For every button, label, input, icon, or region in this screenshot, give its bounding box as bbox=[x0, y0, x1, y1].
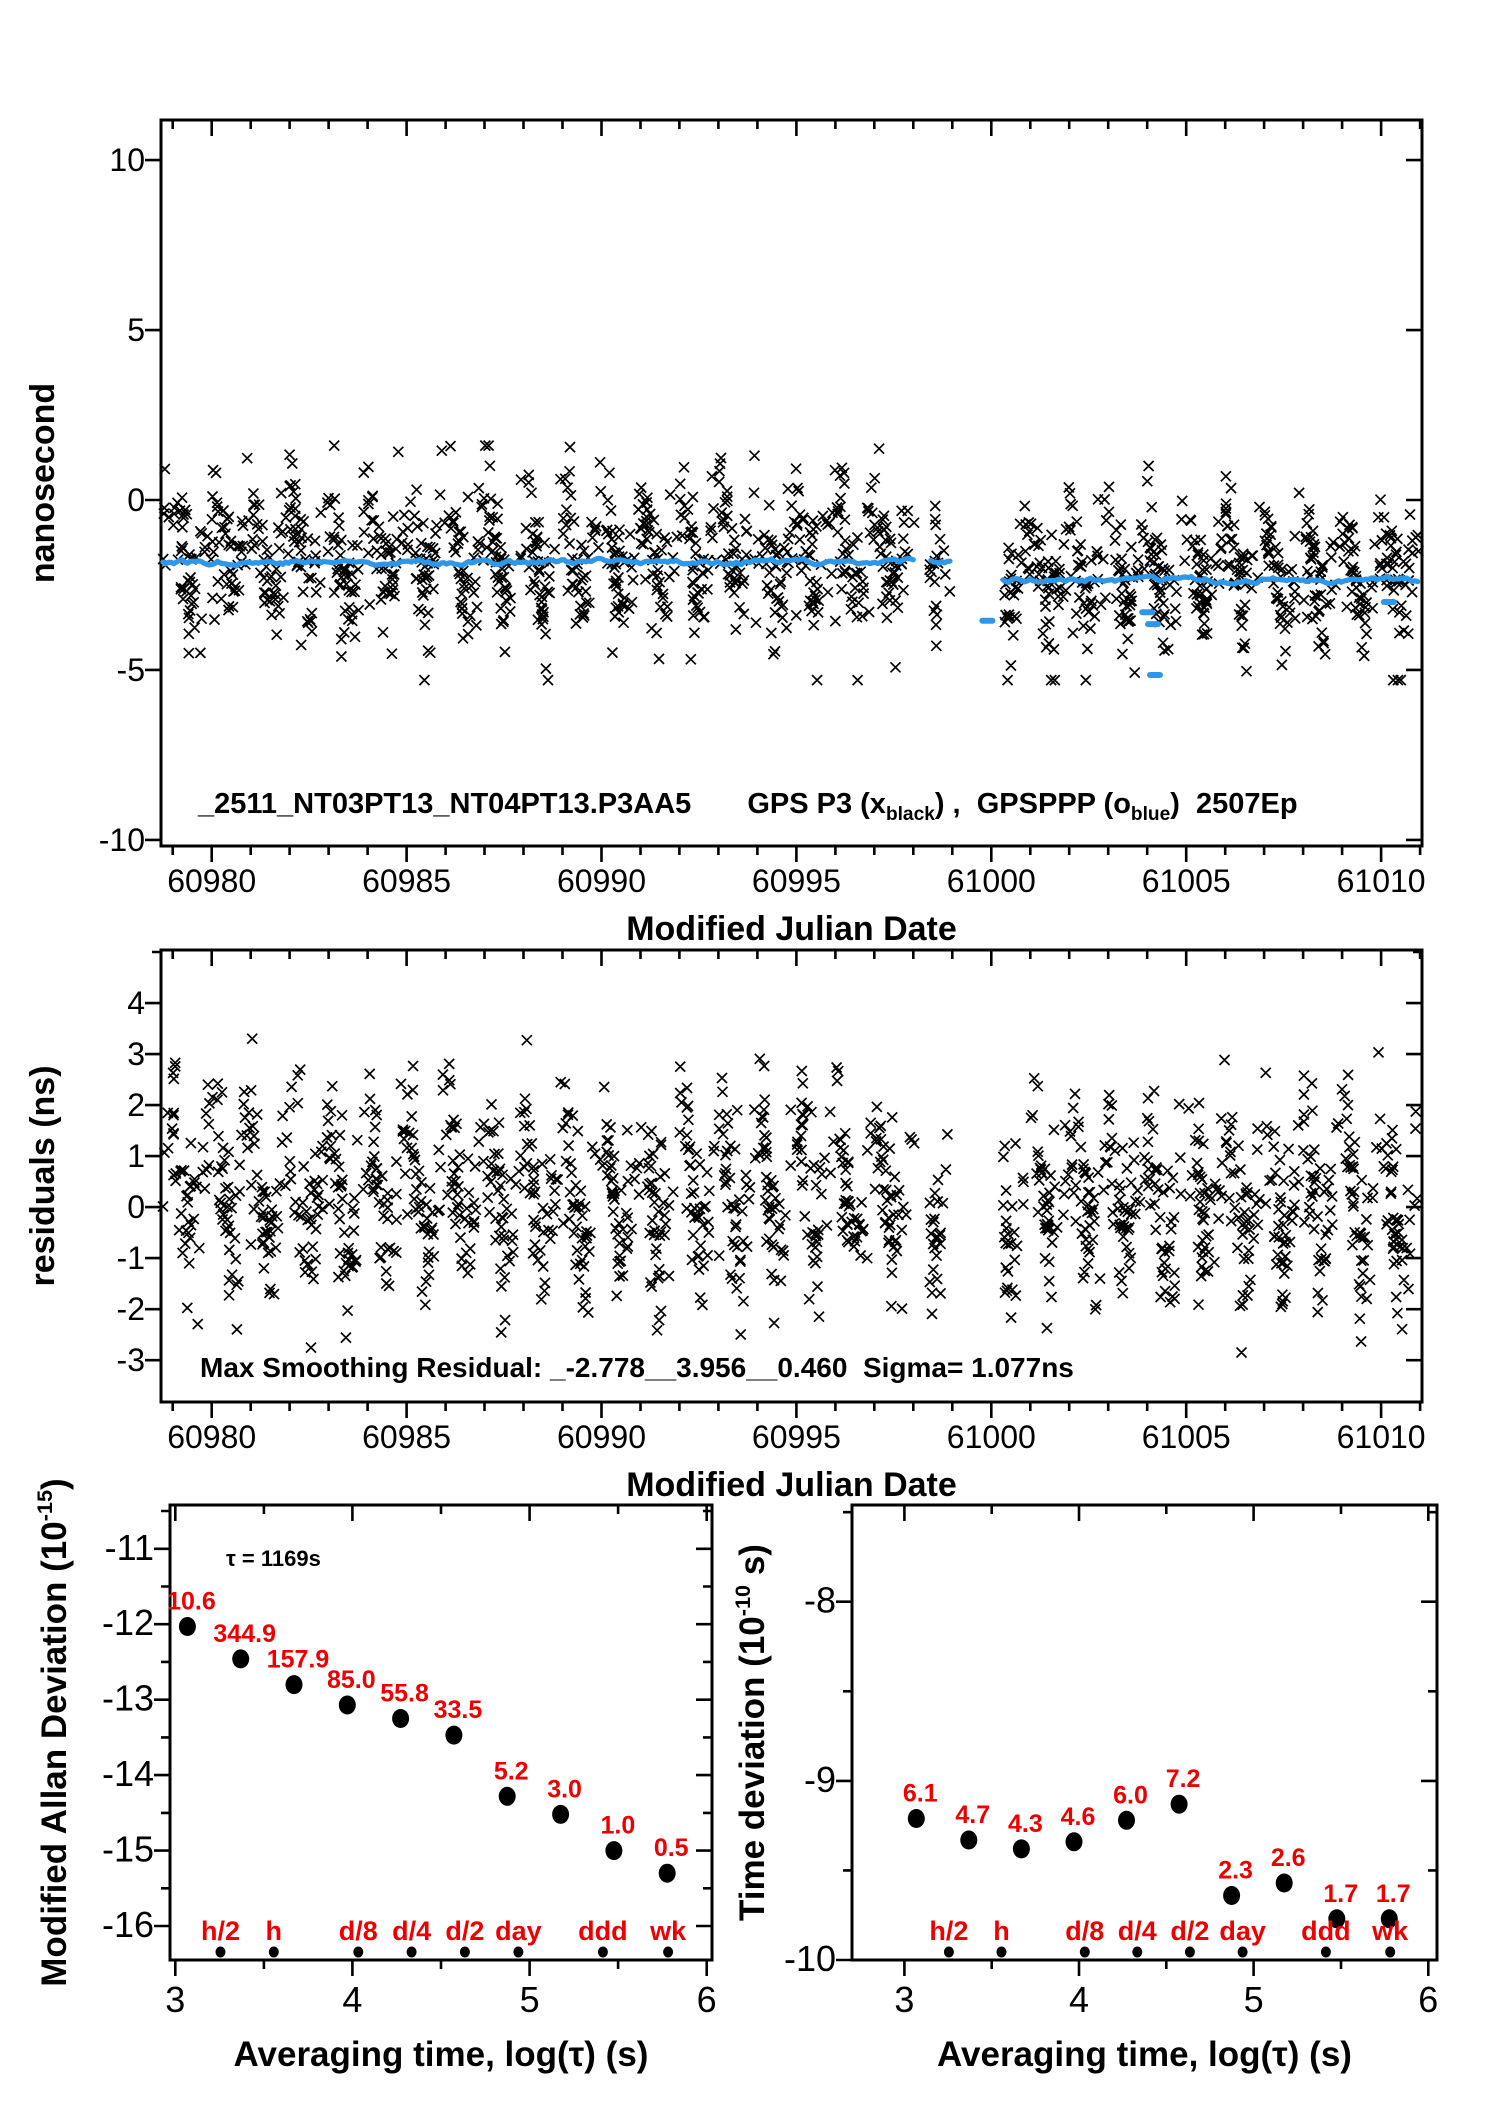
svg-text:60990: 60990 bbox=[557, 863, 646, 899]
svg-text:60985: 60985 bbox=[362, 1419, 452, 1455]
svg-text:61005: 61005 bbox=[1141, 1419, 1231, 1455]
svg-text:d/4: d/4 bbox=[392, 1916, 432, 1946]
svg-text:6: 6 bbox=[696, 1979, 717, 2020]
gps-tail: ) 2507Ep bbox=[1170, 788, 1298, 820]
svg-text:5: 5 bbox=[519, 1979, 540, 2020]
svg-text:60995: 60995 bbox=[751, 863, 841, 899]
svg-text:6: 6 bbox=[1418, 1979, 1439, 2020]
svg-text:-5: -5 bbox=[116, 651, 145, 688]
svg-text:61010: 61010 bbox=[1336, 863, 1426, 899]
svg-text:60980: 60980 bbox=[167, 1419, 257, 1455]
svg-text:0: 0 bbox=[127, 482, 145, 518]
svg-text:4: 4 bbox=[1068, 1979, 1090, 2020]
svg-text:Averaging time, log(τ) (s): Averaging time, log(τ) (s) bbox=[233, 2035, 649, 2074]
svg-text:6.1: 6.1 bbox=[902, 1779, 938, 1808]
svg-text:4: 4 bbox=[342, 1979, 363, 2020]
svg-text:day: day bbox=[1219, 1916, 1266, 1946]
svg-text:-2: -2 bbox=[116, 1291, 145, 1328]
svg-text:-1: -1 bbox=[116, 1240, 145, 1277]
mdev-panel bbox=[32, 1478, 717, 2074]
residuals-annotation: Max Smoothing Residual: _-2.778__3.956__0.460 Sigma= 1.077ns bbox=[200, 1352, 1074, 1383]
svg-text:d/8: d/8 bbox=[338, 1916, 378, 1946]
svg-text:wk: wk bbox=[1372, 1916, 1409, 1946]
svg-text:1.0: 1.0 bbox=[600, 1811, 636, 1840]
svg-text:3: 3 bbox=[894, 1979, 915, 2020]
svg-text:d/2: d/2 bbox=[1170, 1916, 1210, 1946]
residuals-panel bbox=[24, 950, 1426, 1504]
svg-text:1.7: 1.7 bbox=[1323, 1879, 1359, 1908]
svg-text:157.9: 157.9 bbox=[266, 1645, 330, 1674]
solution-name: _2511_NT03PT13_NT04PT13.P3AA5 bbox=[198, 788, 692, 820]
svg-text:6.0: 6.0 bbox=[1113, 1781, 1148, 1810]
svg-text:3: 3 bbox=[165, 1979, 186, 2020]
svg-text:60980: 60980 bbox=[167, 863, 257, 899]
svg-text:344.9: 344.9 bbox=[213, 1619, 276, 1648]
svg-text:day: day bbox=[495, 1916, 542, 1946]
svg-text:-3: -3 bbox=[116, 1342, 145, 1379]
svg-text:7.2: 7.2 bbox=[1165, 1765, 1201, 1794]
svg-text:h/2: h/2 bbox=[200, 1916, 241, 1946]
gps-label: GPS P3 (x bbox=[747, 788, 886, 820]
svg-text:Modified Julian Date: Modified Julian Date bbox=[626, 1466, 957, 1504]
svg-text:1: 1 bbox=[127, 1138, 145, 1175]
svg-text:d/4: d/4 bbox=[1117, 1916, 1157, 1946]
svg-text:1.7: 1.7 bbox=[1375, 1879, 1411, 1908]
svg-text:61010: 61010 bbox=[1336, 1419, 1426, 1455]
svg-text:d/2: d/2 bbox=[445, 1916, 485, 1946]
svg-text:ddd: ddd bbox=[578, 1916, 628, 1946]
svg-text:4.3: 4.3 bbox=[1008, 1809, 1043, 1838]
svg-text:10: 10 bbox=[109, 142, 145, 179]
svg-text:2: 2 bbox=[127, 1087, 145, 1124]
svg-text:Modified Allan Deviation (10-1: Modified Allan Deviation $(10^{-15})$ bbox=[32, 1478, 74, 1987]
svg-text:residuals (ns): residuals (ns) bbox=[24, 1065, 62, 1287]
gps-mid: ) , GPSPPP (o bbox=[934, 788, 1131, 820]
svg-text:4.6: 4.6 bbox=[1060, 1802, 1096, 1831]
svg-text:h/2: h/2 bbox=[929, 1916, 969, 1946]
svg-text:60985: 60985 bbox=[362, 863, 452, 899]
svg-text:-9: -9 bbox=[803, 1758, 836, 1800]
svg-text:3.0: 3.0 bbox=[547, 1775, 582, 1804]
svg-text:-10: -10 bbox=[98, 821, 145, 858]
svg-text:4: 4 bbox=[127, 985, 145, 1022]
svg-text:4.7: 4.7 bbox=[955, 1801, 991, 1829]
svg-text:2.3: 2.3 bbox=[1218, 1856, 1253, 1885]
svg-text:-12: -12 bbox=[101, 1602, 154, 1644]
tau-annotation: τ = 1169s bbox=[226, 1546, 321, 1571]
svg-text:61000: 61000 bbox=[946, 1419, 1036, 1455]
svg-text:-10: -10 bbox=[783, 1938, 836, 1979]
svg-text:d/8: d/8 bbox=[1065, 1916, 1105, 1946]
svg-text:5.2: 5.2 bbox=[493, 1757, 529, 1786]
svg-text:-11: -11 bbox=[104, 1526, 154, 1568]
svg-text:55.8: 55.8 bbox=[380, 1679, 429, 1708]
svg-text:5: 5 bbox=[1243, 1979, 1264, 2020]
svg-text:nanosecond: nanosecond bbox=[24, 382, 62, 584]
svg-text:Averaging time, log(τ) (s): Averaging time, log(τ) (s) bbox=[937, 2035, 1352, 2074]
svg-text:5: 5 bbox=[127, 312, 145, 349]
svg-text:61005: 61005 bbox=[1141, 863, 1231, 899]
svg-text:3: 3 bbox=[127, 1036, 145, 1073]
svg-text:wk: wk bbox=[650, 1916, 687, 1946]
svg-text:-14: -14 bbox=[101, 1753, 154, 1795]
svg-text:Time deviation (10-10 s): Time deviation ($10^{-10}$ s) bbox=[730, 1544, 772, 1921]
svg-text:-13: -13 bbox=[101, 1677, 154, 1719]
svg-text:60995: 60995 bbox=[751, 1419, 841, 1455]
svg-text:33.5: 33.5 bbox=[433, 1696, 483, 1725]
gps-sub-blue: blue bbox=[1130, 803, 1171, 825]
svg-text:2.6: 2.6 bbox=[1270, 1844, 1306, 1872]
svg-text:85.0: 85.0 bbox=[326, 1666, 376, 1694]
top-panel-title bbox=[198, 788, 1298, 826]
svg-text:61000: 61000 bbox=[946, 863, 1036, 899]
tdev-panel bbox=[730, 1505, 1438, 2074]
svg-text:10.6: 10.6 bbox=[167, 1587, 216, 1616]
svg-text:h: h bbox=[993, 1916, 1010, 1946]
svg-text:Modified Julian Date: Modified Julian Date bbox=[626, 910, 957, 948]
svg-text:-8: -8 bbox=[803, 1579, 836, 1621]
svg-text:0.5: 0.5 bbox=[653, 1834, 689, 1863]
svg-text:h: h bbox=[265, 1916, 283, 1946]
svg-text:0: 0 bbox=[127, 1189, 145, 1226]
svg-text:-16: -16 bbox=[101, 1904, 154, 1945]
svg-text:60990: 60990 bbox=[557, 1419, 646, 1455]
svg-text:ddd: ddd bbox=[1301, 1916, 1351, 1946]
svg-text:-15: -15 bbox=[101, 1828, 154, 1870]
gps-sub-black: black bbox=[885, 803, 935, 825]
